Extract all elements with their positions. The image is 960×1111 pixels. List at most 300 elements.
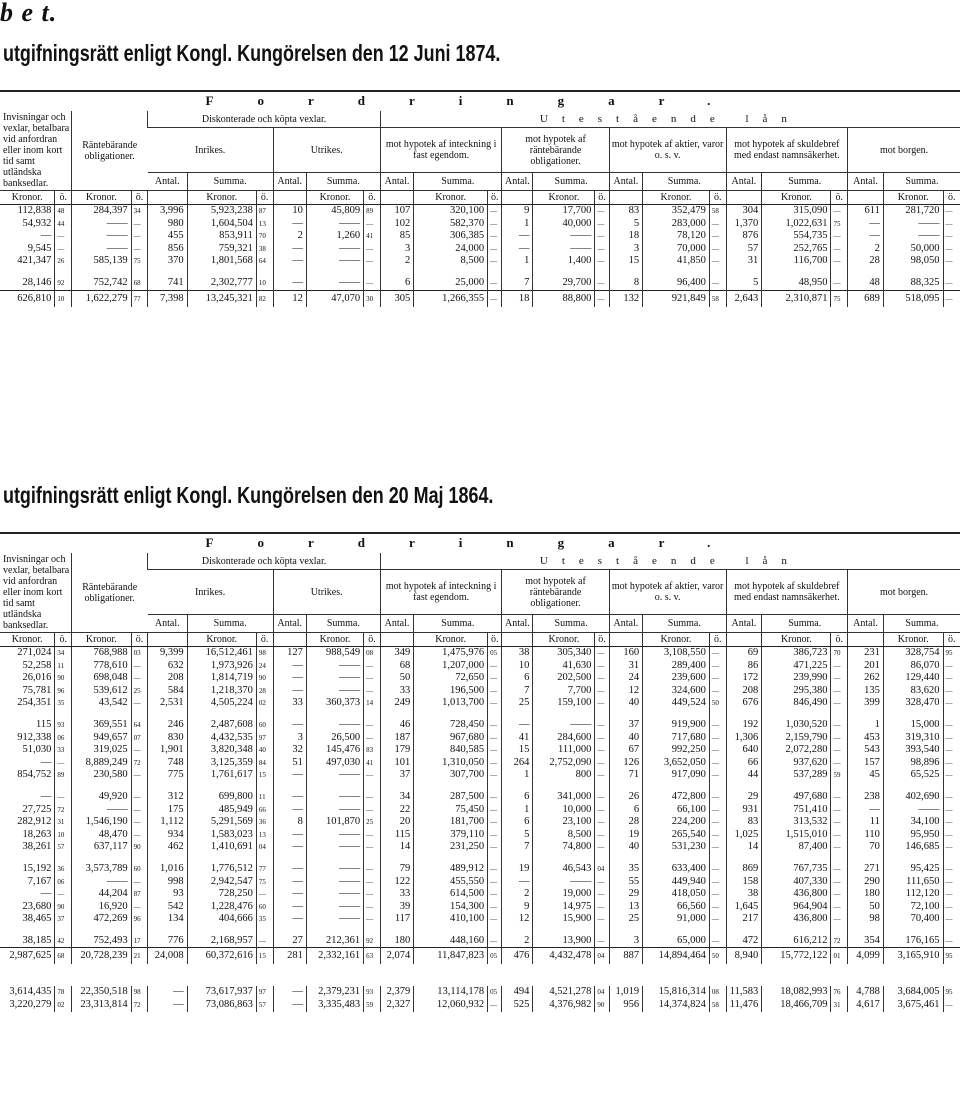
- ore-cell: 57: [256, 999, 273, 1012]
- value-cell: 23,680: [22, 900, 52, 912]
- value-cell: 407,330: [762, 876, 831, 889]
- table-row: [0, 647, 960, 660]
- value-cell: [762, 782, 831, 791]
- value-cell: 404,666: [187, 913, 256, 926]
- value-cell: 9,545: [27, 242, 52, 254]
- ore-cell: 59: [364, 999, 381, 1012]
- ore-cell: —: [709, 230, 726, 243]
- value-cell: 2,310,871: [762, 290, 831, 307]
- ore-cell: 83: [364, 744, 381, 757]
- ore-cell: —: [488, 863, 502, 876]
- value-cell: 70,000: [643, 243, 710, 256]
- value-cell: 28,146: [22, 276, 52, 288]
- value-cell: 40: [609, 841, 642, 854]
- value-cell: 45,809: [306, 205, 363, 218]
- kronor-unit: Kronor.: [643, 191, 710, 205]
- value-cell: ——: [883, 218, 943, 231]
- ore-cell: —: [709, 744, 726, 757]
- value-cell: 51,030: [22, 744, 52, 756]
- value-cell: ——: [306, 255, 363, 268]
- ore-cell: —: [943, 901, 960, 914]
- kronor-unit: Kronor.: [306, 191, 363, 205]
- value-cell: 2,752,090: [533, 757, 595, 770]
- ore-cell: 05: [488, 647, 502, 660]
- ore-cell: 98: [256, 647, 273, 660]
- ore-cell: [131, 782, 148, 791]
- value-cell: 853,911: [187, 230, 256, 243]
- ore-cell: [831, 926, 848, 935]
- value-cell: 126: [609, 757, 642, 770]
- ore-cell: 04: [595, 986, 609, 999]
- value-cell: 876: [726, 230, 762, 243]
- summa-header: Summa.: [187, 615, 273, 633]
- value-cell: 1,801,568: [187, 255, 256, 268]
- value-cell: ——: [306, 719, 363, 732]
- value-cell: —: [502, 719, 533, 732]
- value-cell: 12: [502, 913, 533, 926]
- ore-cell: 11: [256, 791, 273, 804]
- ore-cell: —: [131, 697, 148, 710]
- ore-cell: —: [595, 888, 609, 901]
- value-cell: —: [848, 804, 884, 817]
- value-cell: 264: [502, 757, 533, 770]
- ore-unit: ö.: [488, 633, 502, 647]
- ore-cell: —: [488, 744, 502, 757]
- value-cell: [883, 710, 943, 719]
- value-cell: [643, 926, 710, 935]
- value-cell: 112,120: [883, 888, 943, 901]
- value-cell: 132: [609, 290, 642, 307]
- value-cell: 448,160: [414, 935, 488, 948]
- value-cell: —: [273, 804, 306, 817]
- value-cell: 175: [148, 804, 187, 817]
- value-cell: 107: [380, 205, 413, 218]
- value-cell: 283,000: [643, 218, 710, 231]
- ore-cell: 92: [364, 935, 381, 948]
- value-cell: 22: [380, 804, 413, 817]
- value-cell: 1,306: [726, 732, 762, 745]
- ore-cell: 64: [256, 255, 273, 268]
- value-cell: 3,335,483: [306, 999, 363, 1012]
- ore-cell: 17: [131, 935, 148, 948]
- table-row: [0, 672, 960, 685]
- value-cell: 25: [502, 697, 533, 710]
- value-cell: 16,512,461: [187, 647, 256, 660]
- ore-cell: 15: [256, 948, 273, 965]
- ore-cell: —: [709, 829, 726, 842]
- value-cell: 70: [848, 841, 884, 854]
- ore-cell: —: [488, 685, 502, 698]
- value-cell: 15,816,314: [643, 986, 710, 999]
- value-cell: 967,680: [414, 732, 488, 745]
- kronor-unit: Kronor.: [883, 191, 943, 205]
- kronor-unit: Kronor.: [533, 191, 595, 205]
- value-cell: 775: [148, 769, 187, 782]
- value-cell: 158: [726, 876, 762, 889]
- ore-cell: —: [364, 829, 381, 842]
- summa-header: Summa.: [306, 615, 380, 633]
- value-cell: 7: [502, 685, 533, 698]
- ore-cell: 75: [131, 255, 148, 268]
- value-cell: 410,100: [414, 913, 488, 926]
- ore-cell: [488, 926, 502, 935]
- value-cell: 18,466,709: [762, 999, 831, 1012]
- ore-cell: 76: [831, 986, 848, 999]
- ore-cell: —: [488, 769, 502, 782]
- value-cell: ——: [72, 230, 132, 243]
- inrikes-header: Inrikes.: [148, 128, 273, 173]
- value-cell: 27,725: [22, 803, 52, 815]
- value-cell: 1,583,023: [187, 829, 256, 842]
- value-cell: —: [273, 672, 306, 685]
- value-cell: [148, 710, 187, 719]
- value-cell: [0, 782, 55, 791]
- ore-cell: 96: [131, 913, 148, 926]
- ore-cell: 37: [55, 913, 72, 926]
- value-cell: [609, 710, 642, 719]
- ore-cell: [595, 854, 609, 863]
- value-cell: [187, 710, 256, 719]
- value-cell: 75,781: [22, 684, 52, 696]
- value-cell: —: [273, 829, 306, 842]
- value-cell: [414, 710, 488, 719]
- value-cell: 312: [148, 791, 187, 804]
- ore-cell: —: [943, 757, 960, 770]
- value-cell: 6: [502, 816, 533, 829]
- value-cell: 956: [609, 999, 642, 1012]
- ore-cell: [709, 710, 726, 719]
- kronor-unit: Kronor.: [414, 191, 488, 205]
- value-cell: 34,100: [883, 816, 943, 829]
- antal-unit: [726, 633, 762, 647]
- kronor-unit: Kronor.: [762, 191, 831, 205]
- value-cell: ——: [883, 804, 943, 817]
- ore-cell: 48: [55, 205, 72, 218]
- antal-unit: [380, 191, 413, 205]
- value-cell: 14,975: [533, 901, 595, 914]
- value-cell: [533, 782, 595, 791]
- value-cell: [643, 782, 710, 791]
- ore-cell: 92: [55, 277, 72, 290]
- value-cell: 324,600: [643, 685, 710, 698]
- diskonterade-header: Diskonterade och köpta vexlar.: [148, 553, 380, 570]
- value-cell: 176,165: [883, 935, 943, 948]
- ore-cell: —: [831, 243, 848, 256]
- value-cell: 65,525: [883, 769, 943, 782]
- value-cell: 83: [726, 816, 762, 829]
- summa-header: Summa.: [643, 173, 726, 191]
- value-cell: 239,600: [643, 672, 710, 685]
- value-cell: 72,100: [883, 901, 943, 914]
- value-cell: 122: [380, 876, 413, 889]
- ore-cell: —: [943, 672, 960, 685]
- ore-cell: 89: [55, 769, 72, 782]
- invisningar-header: Invisningar och vexlar, betalbara vid anfordran eller inom kort tid samt utländska banksedlar.: [0, 111, 72, 191]
- summa-header: Summa.: [306, 173, 380, 191]
- ore-cell: —: [364, 841, 381, 854]
- table-row: [0, 854, 960, 863]
- ore-cell: 95: [943, 948, 960, 965]
- value-cell: [306, 926, 363, 935]
- value-cell: 728,450: [414, 719, 488, 732]
- ore-cell: —: [831, 277, 848, 290]
- value-cell: 271: [848, 863, 884, 876]
- value-cell: 1,019: [609, 986, 642, 999]
- ore-cell: —: [831, 685, 848, 698]
- ore-cell: —: [595, 769, 609, 782]
- table-row: [0, 841, 960, 854]
- value-cell: [306, 710, 363, 719]
- ore-cell: —: [831, 732, 848, 745]
- ore-cell: —: [595, 719, 609, 732]
- value-cell: 934: [148, 829, 187, 842]
- ore-cell: [256, 782, 273, 791]
- value-cell: 449,524: [643, 697, 710, 710]
- ore-cell: —: [943, 255, 960, 268]
- value-cell: 637,117: [72, 841, 132, 854]
- value-cell: [726, 710, 762, 719]
- value-cell: 66,560: [643, 901, 710, 914]
- value-cell: 110: [848, 829, 884, 842]
- ore-cell: 75: [831, 218, 848, 231]
- ore-cell: —: [595, 876, 609, 889]
- kronor-unit: Kronor.: [643, 633, 710, 647]
- table-row: [0, 926, 960, 935]
- ore-cell: 77: [131, 290, 148, 307]
- borgen-header: mot borgen.: [848, 128, 960, 173]
- value-cell: [502, 782, 533, 791]
- value-cell: 31: [726, 255, 762, 268]
- value-cell: 1,022,631: [762, 218, 831, 231]
- value-cell: 1,400: [533, 255, 595, 268]
- value-cell: 633,400: [643, 863, 710, 876]
- fast-egendom-header: mot hypotek af inteckning i fast egendom.: [380, 128, 502, 173]
- section2-table-wrap: [0, 532, 960, 1012]
- ore-cell: —: [943, 205, 960, 218]
- ore-unit: ö.: [709, 633, 726, 647]
- ore-cell: 31: [55, 816, 72, 829]
- value-cell: 531,230: [643, 841, 710, 854]
- value-cell: 370: [148, 255, 187, 268]
- ore-cell: 96: [55, 685, 72, 698]
- value-cell: 352,479: [643, 205, 710, 218]
- value-cell: [502, 268, 533, 277]
- section2-table: [0, 534, 960, 1012]
- summa-header: Summa.: [414, 173, 502, 191]
- value-cell: [533, 854, 595, 863]
- table-row: [0, 782, 960, 791]
- value-cell: 328,754: [883, 647, 943, 660]
- ore-cell: 60: [131, 863, 148, 876]
- ore-cell: —: [595, 732, 609, 745]
- value-cell: 386,723: [762, 647, 831, 660]
- value-cell: 3,614,435: [9, 986, 52, 998]
- value-cell: 18,082,993: [762, 986, 831, 999]
- value-cell: [148, 268, 187, 277]
- value-cell: 45: [848, 769, 884, 782]
- section1-title: utgifningsrätt enligt Kongl. Kungörelsen den 12 Juni 1874.: [3, 40, 501, 66]
- ore-cell: 90: [256, 672, 273, 685]
- value-cell: 172: [726, 672, 762, 685]
- value-cell: 18,263: [22, 828, 52, 840]
- section1-table: [0, 92, 960, 307]
- aktier-header: mot hypotek af aktier, varor o. s. v.: [609, 128, 726, 173]
- ore-unit: ö.: [831, 633, 848, 647]
- ore-cell: 90: [55, 672, 72, 685]
- value-cell: 111,650: [883, 876, 943, 889]
- ore-cell: 75: [256, 876, 273, 889]
- value-cell: —: [273, 218, 306, 231]
- value-cell: 1,814,719: [187, 672, 256, 685]
- value-cell: —: [40, 790, 52, 802]
- value-cell: 717,680: [643, 732, 710, 745]
- antal-header: Antal.: [148, 615, 187, 633]
- value-cell: —: [502, 876, 533, 889]
- value-cell: 14: [726, 841, 762, 854]
- value-cell: 11,476: [726, 999, 762, 1012]
- value-cell: 6: [502, 791, 533, 804]
- value-cell: 472: [726, 935, 762, 948]
- antal-header: Antal.: [273, 173, 306, 191]
- ore-cell: —: [364, 218, 381, 231]
- summa-header: Summa.: [187, 173, 273, 191]
- value-cell: 2,487,608: [187, 719, 256, 732]
- ore-cell: [256, 710, 273, 719]
- value-cell: 14: [380, 841, 413, 854]
- ore-cell: —: [709, 935, 726, 948]
- ore-cell: —: [131, 230, 148, 243]
- ore-cell: —: [831, 888, 848, 901]
- ore-cell: 93: [364, 986, 381, 999]
- kronor-unit: Kronor.: [187, 191, 256, 205]
- ore-cell: 08: [364, 647, 381, 660]
- value-cell: ——: [306, 685, 363, 698]
- antal-header: Antal.: [848, 615, 884, 633]
- utrikes-header: Utrikes.: [273, 570, 380, 615]
- ore-unit: ö.: [831, 191, 848, 205]
- value-cell: 15,192: [22, 862, 52, 874]
- ore-cell: [55, 854, 72, 863]
- value-cell: 4,432,478: [533, 948, 595, 965]
- value-cell: 992,250: [643, 744, 710, 757]
- value-cell: 12,060,932: [414, 999, 488, 1012]
- ore-cell: 30: [364, 290, 381, 307]
- value-cell: 1,112: [148, 816, 187, 829]
- value-cell: 611: [848, 205, 884, 218]
- ore-cell: [55, 710, 72, 719]
- value-cell: 28: [609, 816, 642, 829]
- skuldebref-header: mot hypotek af skuldebref med endast namnsäkerhet.: [726, 570, 848, 615]
- value-cell: 25,000: [414, 277, 488, 290]
- antal-unit: [273, 191, 306, 205]
- value-cell: 476: [502, 948, 533, 965]
- ore-cell: [831, 268, 848, 277]
- ore-cell: 90: [595, 999, 609, 1012]
- value-cell: 55: [609, 876, 642, 889]
- value-cell: 917,090: [643, 769, 710, 782]
- value-cell: 3,684,005: [883, 986, 943, 999]
- ore-cell: —: [709, 863, 726, 876]
- ore-cell: —: [595, 744, 609, 757]
- value-cell: [609, 854, 642, 863]
- value-cell: —: [40, 756, 52, 768]
- ore-cell: —: [595, 255, 609, 268]
- value-cell: [726, 926, 762, 935]
- value-cell: ——: [883, 230, 943, 243]
- value-cell: ——: [306, 660, 363, 673]
- ore-cell: —: [55, 230, 72, 243]
- ore-cell: —: [831, 660, 848, 673]
- ore-cell: 97: [256, 732, 273, 745]
- value-cell: [848, 926, 884, 935]
- value-cell: [187, 854, 256, 863]
- rantebarande-header: Räntebärande obligationer.: [72, 553, 148, 633]
- value-cell: 7,700: [533, 685, 595, 698]
- value-cell: ——: [306, 901, 363, 914]
- value-cell: 69: [726, 647, 762, 660]
- table-row: [0, 255, 960, 268]
- value-cell: —: [273, 791, 306, 804]
- ore-cell: 10: [55, 829, 72, 842]
- value-cell: 180: [380, 935, 413, 948]
- value-cell: 75,450: [414, 804, 488, 817]
- value-cell: [414, 926, 488, 935]
- value-cell: ——: [306, 769, 363, 782]
- value-cell: 281: [273, 948, 306, 965]
- value-cell: 70,400: [883, 913, 943, 926]
- value-cell: 2,332,161: [306, 948, 363, 965]
- value-cell: 11: [848, 816, 884, 829]
- value-cell: 759,321: [187, 243, 256, 256]
- value-cell: 102: [380, 218, 413, 231]
- ore-cell: —: [595, 218, 609, 231]
- ore-cell: [256, 854, 273, 863]
- antal-header: Antal.: [848, 173, 884, 191]
- value-cell: 295,380: [762, 685, 831, 698]
- value-cell: 18: [609, 230, 642, 243]
- ore-cell: —: [488, 935, 502, 948]
- ore-cell: —: [831, 230, 848, 243]
- value-cell: 95,425: [883, 863, 943, 876]
- value-cell: 187: [380, 732, 413, 745]
- ore-cell: —: [55, 757, 72, 770]
- ore-cell: 77: [256, 863, 273, 876]
- invisningar-header: Invisningar och vexlar, betalbara vid anfordran eller inom kort tid samt utländska banksedlar.: [0, 553, 72, 633]
- ore-cell: —: [943, 290, 960, 307]
- ore-cell: [943, 782, 960, 791]
- summa-header: Summa.: [643, 615, 726, 633]
- value-cell: 54,932: [22, 217, 52, 229]
- value-cell: 262: [848, 672, 884, 685]
- value-cell: 3: [380, 243, 413, 256]
- ore-cell: —: [943, 876, 960, 889]
- summa-header: Summa.: [762, 615, 848, 633]
- ore-cell: 95: [943, 647, 960, 660]
- value-cell: 2: [848, 243, 884, 256]
- value-cell: [273, 854, 306, 863]
- value-cell: 13: [609, 901, 642, 914]
- ore-cell: 38: [256, 243, 273, 256]
- value-cell: 453: [848, 732, 884, 745]
- value-cell: [643, 268, 710, 277]
- ore-cell: [831, 710, 848, 719]
- value-cell: 98: [848, 913, 884, 926]
- value-cell: [380, 710, 413, 719]
- table-row: [0, 999, 960, 1012]
- value-cell: 16,920: [72, 901, 132, 914]
- value-cell: 112,838: [17, 205, 52, 216]
- ore-cell: —: [131, 769, 148, 782]
